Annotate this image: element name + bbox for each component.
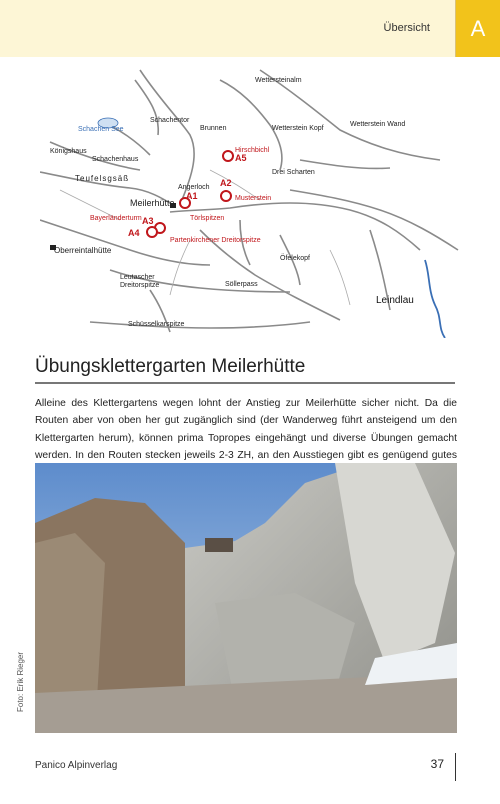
page-number-rule: [455, 753, 456, 781]
marker-a4: A4: [128, 228, 140, 238]
climbing-garden-photo: [35, 463, 457, 733]
place-wettersteinwand: Wetterstein Wand: [350, 121, 406, 128]
marker-a2: A2: [220, 178, 232, 188]
place-leutascher: Leutascher: [120, 274, 155, 281]
marker-a3: A3: [142, 216, 154, 226]
place-wettersteinkopf: Wetterstein Kopf: [272, 125, 324, 132]
place-koenigshaus: Königshaus: [50, 148, 87, 155]
chapter-tab: A: [456, 0, 500, 57]
place-toerlspitzen: Törlspitzen: [190, 215, 225, 222]
place-dreischarten: Drei Scharten: [272, 169, 315, 176]
place-schachensee: Schachen See: [78, 126, 124, 133]
photo-credit: Foto: Erik Rieger: [16, 651, 25, 712]
footer-publisher: Panico Alpinverlag: [35, 760, 118, 771]
section-title: Übungsklettergarten Meilerhütte: [35, 356, 306, 377]
title-rule: [35, 382, 455, 384]
place-partenkirchener: Partenkirchener Dreitorspitze: [170, 237, 261, 244]
place-meilerhuette: Meilerhütte: [130, 198, 175, 208]
place-schuesselkar: Schüsselkarspitze: [128, 321, 185, 328]
page-number: 37: [430, 757, 444, 771]
place-schachenhaus: Schachenhaus: [92, 156, 139, 163]
place-dreitorspitze: Dreitorspitze: [120, 282, 160, 289]
place-hirschbichl: Hirschbichl: [235, 147, 270, 154]
place-oefelekopf: Öfelekopf: [280, 255, 310, 262]
place-angerloch: Angerloch: [178, 184, 210, 191]
place-wettersteinalm: Wettersteinalm: [255, 77, 302, 84]
marker-a1: A1: [186, 191, 198, 201]
overview-map: [40, 60, 460, 338]
place-leindlau: Leindlau: [376, 295, 414, 306]
body-paragraph: Alleine des Klettergartens wegen lohnt der Anstieg zur Meilerhütte sicher nicht. Da die Routen aber von oben her gut zugänglich sind (der Wanderweg führt ansteigend um den Klettergarten herum), können prima Topropes eingehängt und diverse Übungen gemacht werden. In den Routen stecken jeweils 2-3 ZH, an den Ausstiegen gibt es genügend gutes: [35, 398, 457, 461]
place-oberreintal: Oberreintalhütte: [54, 246, 112, 255]
place-soellerpass: Söllerpass: [225, 281, 258, 288]
place-teufelsgsaess: Teufelsgsäß: [75, 174, 130, 183]
place-bayerlaender: Bayerländerturm: [90, 215, 142, 222]
marker-a5: A5: [235, 153, 247, 163]
place-brunnen: Brunnen: [200, 125, 227, 132]
place-schachentor: Schachentor: [150, 117, 190, 124]
section-label: Übersicht: [383, 22, 430, 34]
place-musterstein: Musterstein: [235, 195, 272, 202]
